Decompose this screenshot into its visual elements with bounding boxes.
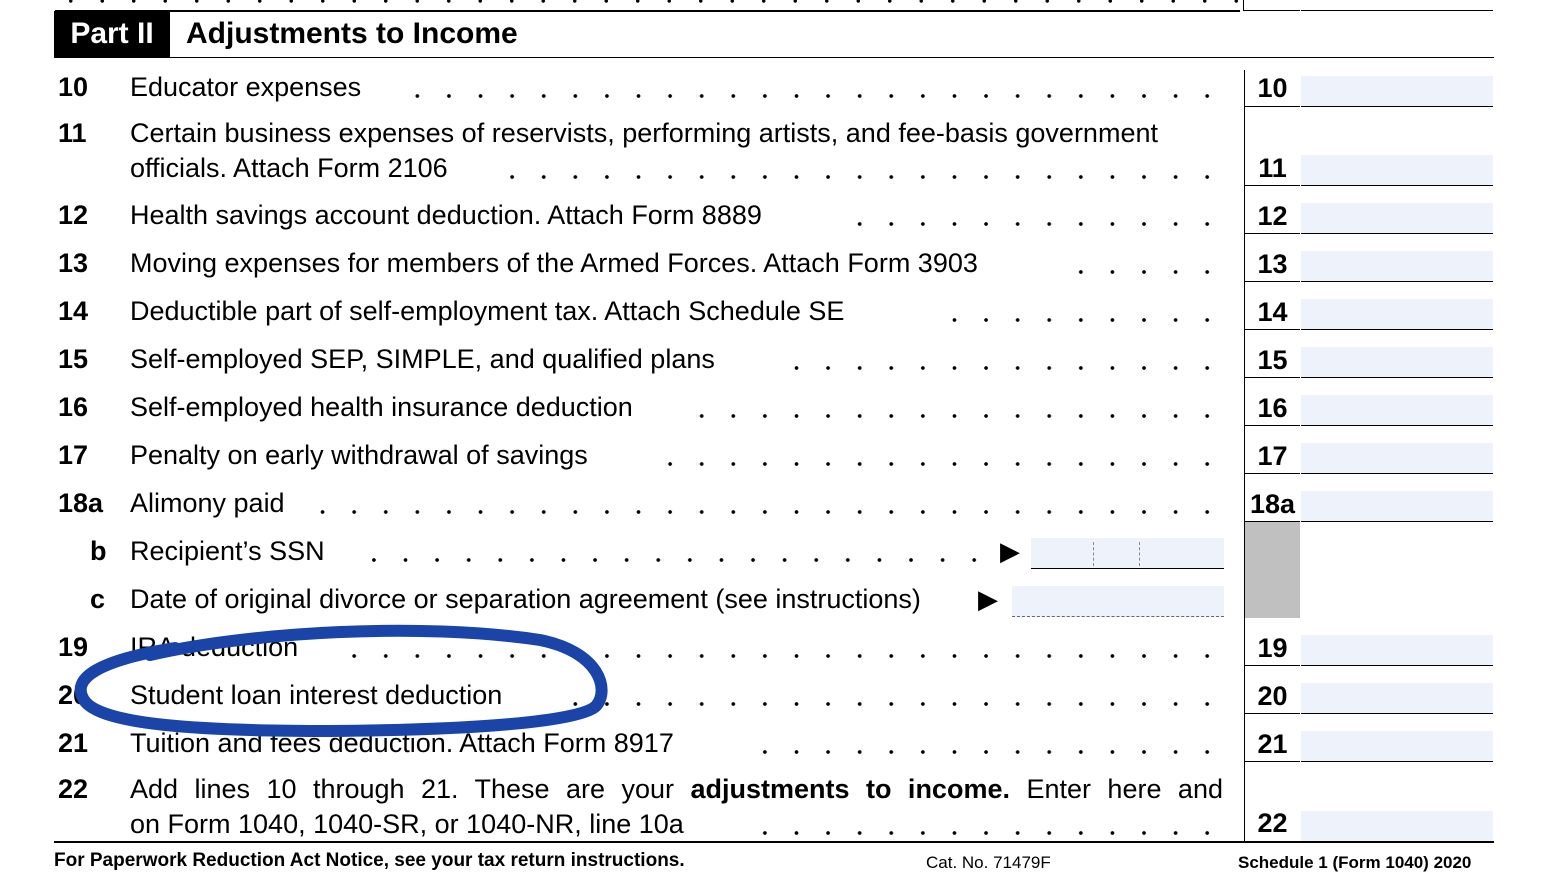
box-22-label: 22 — [1244, 808, 1300, 841]
box-12-label: 12 — [1244, 186, 1300, 234]
line-20-amount-input[interactable] — [1301, 666, 1493, 714]
line-13-amount-input[interactable] — [1301, 234, 1493, 282]
leader-dots — [400, 94, 1223, 98]
line-text: Moving expenses for members of the Armed Forces. Attach Form 3903 — [130, 248, 978, 278]
leader-dots — [1075, 270, 1223, 274]
line-16-amount-input[interactable] — [1301, 378, 1493, 426]
box-13-label: 13 — [1244, 234, 1300, 282]
line-11-amount-input[interactable] — [1301, 153, 1493, 186]
leader-dots — [340, 654, 1223, 658]
footer-rule — [54, 841, 1494, 843]
box-divider — [1244, 522, 1245, 618]
line-text: Self-employed health insurance deduction — [130, 392, 633, 422]
line-number: 20 — [58, 680, 89, 710]
line-15-amount-input[interactable] — [1301, 330, 1493, 378]
line-18a-amount-input[interactable] — [1301, 474, 1493, 522]
line-text: Self-employed SEP, SIMPLE, and qualified plans — [130, 344, 715, 374]
previous-line-box — [1243, 0, 1300, 11]
line-letter: c — [90, 584, 106, 614]
box-14-label: 14 — [1244, 282, 1300, 330]
arrow-right-icon: ▶ — [1000, 536, 1020, 566]
box-17-label: 17 — [1244, 426, 1300, 474]
box-20-label: 20 — [1244, 666, 1300, 714]
box-16-label: 16 — [1244, 378, 1300, 426]
line-22-amount-input[interactable] — [1301, 808, 1493, 841]
recipient-ssn-input[interactable] — [1031, 538, 1224, 569]
line-12-amount-input[interactable] — [1301, 186, 1493, 234]
line-17-amount-input[interactable] — [1301, 426, 1493, 474]
line-number: 12 — [58, 200, 89, 230]
line-text: Recipient’s SSN — [130, 536, 325, 566]
line-number: 19 — [58, 632, 89, 662]
box-11-label: 11 — [1244, 153, 1300, 186]
leader-dots — [940, 318, 1223, 322]
line-10-amount-input[interactable] — [1301, 70, 1493, 107]
leader-dots — [785, 366, 1223, 370]
line-19-amount-input[interactable] — [1301, 618, 1493, 666]
part-title: Adjustments to Income — [186, 17, 518, 50]
shaded-box — [1245, 522, 1300, 618]
arrow-right-icon: ▶ — [978, 584, 998, 614]
box-divider — [1244, 762, 1245, 808]
line-number: 11 — [58, 118, 87, 148]
leader-dots — [370, 558, 990, 562]
footer-form-name: Schedule 1 (Form 1040) 2020 — [1238, 853, 1472, 872]
line-number: 16 — [58, 392, 89, 422]
footer-notice: For Paperwork Reduction Act Notice, see your tax return instructions. — [54, 850, 685, 871]
line-22-text-a: Add lines 10 through 21. These are your — [130, 774, 675, 804]
line-number: 14 — [58, 296, 89, 326]
line-text: Tuition and fees deduction. Attach Form 8917 — [130, 728, 674, 758]
previous-line-amount — [1301, 0, 1493, 11]
line-text: Penalty on early withdrawal of savings — [130, 440, 588, 470]
leader-dots — [560, 702, 1223, 706]
box-18a-label: 18a — [1244, 474, 1300, 522]
leader-dots — [495, 175, 1223, 179]
line-letter: b — [90, 536, 107, 566]
line-number: 21 — [58, 728, 89, 758]
box-10-label: 10 — [1244, 70, 1300, 107]
box-19-label: 19 — [1244, 618, 1300, 666]
line-22-text-c: Enter here and — [1026, 774, 1223, 804]
line-text: IRA deduction — [130, 632, 299, 662]
leader-dots — [750, 831, 1223, 835]
line-text-1: Certain business expenses of reservists, performing artists, and fee-basis government — [130, 118, 1158, 148]
line-text: Date of original divorce or separation agreement (see instructions) — [130, 584, 921, 614]
divorce-date-input[interactable] — [1012, 586, 1224, 617]
line-text-1 — [130, 774, 1223, 805]
leader-dots — [690, 414, 1223, 418]
part-label: Part II — [54, 11, 170, 57]
line-number: 17 — [58, 440, 89, 470]
box-15-label: 15 — [1244, 330, 1300, 378]
leader-dots — [305, 510, 1223, 514]
leader-dots — [750, 750, 1223, 754]
part-header — [54, 11, 1494, 58]
box-21-label: 21 — [1244, 714, 1300, 762]
footer-cat-no: Cat. No. 71479F — [926, 853, 1051, 872]
line-text: Student loan interest deduction — [130, 680, 503, 710]
line-number: 10 — [58, 72, 89, 102]
line-text: Alimony paid — [130, 488, 285, 518]
line-number: 22 — [58, 774, 89, 804]
box-divider — [1244, 107, 1245, 153]
line-number: 13 — [58, 248, 89, 278]
line-22-text-bold: adjustments to income. — [690, 774, 1010, 804]
line-14-amount-input[interactable] — [1301, 282, 1493, 330]
line-21-amount-input[interactable] — [1301, 714, 1493, 762]
line-text: Health savings account deduction. Attach Form 8889 — [130, 200, 762, 230]
line-text: Deductible part of self-employment tax. Attach Schedule SE — [130, 296, 845, 326]
line-text-2: on Form 1040, 1040-SR, or 1040-NR, line 10a — [130, 809, 684, 839]
line-text-2: officials. Attach Form 2106 — [130, 153, 448, 183]
line-text: Educator expenses — [130, 72, 362, 102]
leader-dots — [655, 462, 1223, 466]
line-number: 15 — [58, 344, 89, 374]
leader-dots — [845, 222, 1223, 226]
line-number: 18a — [58, 488, 104, 518]
